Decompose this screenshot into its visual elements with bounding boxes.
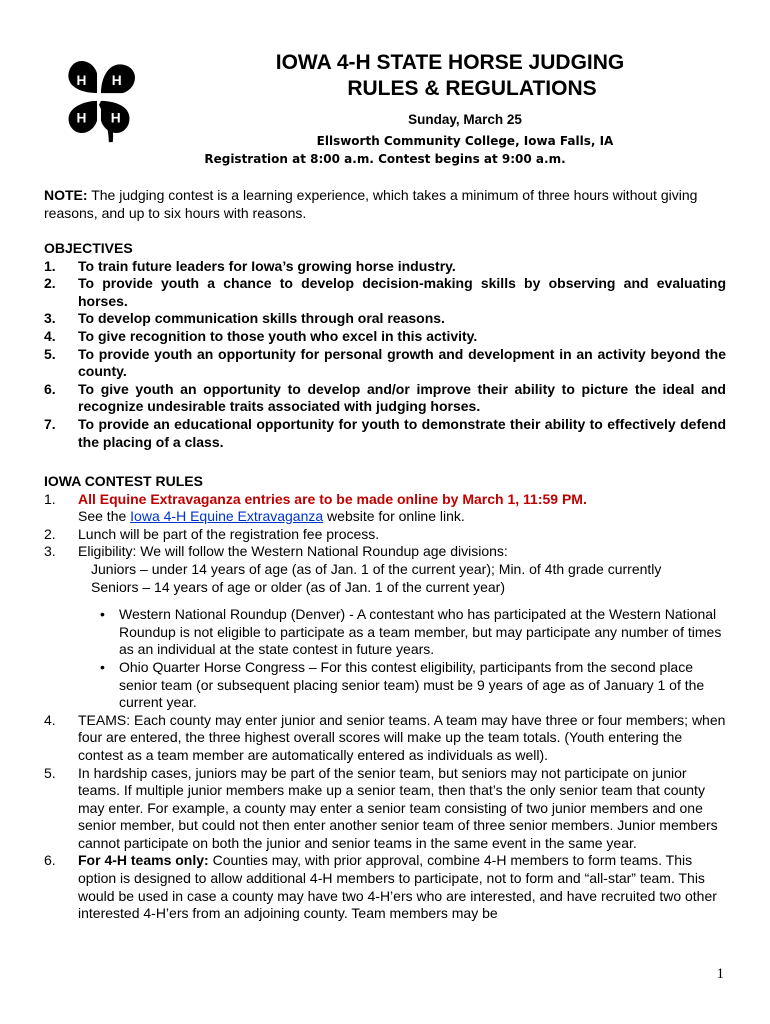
logo-letter-bl: H bbox=[76, 110, 87, 126]
objective-item bbox=[44, 258, 726, 276]
title-line-2: RULES & REGULATIONS bbox=[347, 77, 597, 100]
objective-text: To provide youth an opportunity for personal growth and development in an activity beyond the county. bbox=[78, 345, 726, 380]
rule-2 bbox=[44, 526, 726, 544]
objective-number: 4. bbox=[44, 327, 56, 344]
logo-letter-tr: H bbox=[111, 73, 122, 89]
objective-item bbox=[44, 275, 726, 310]
objective-number: 5. bbox=[44, 345, 56, 362]
note-text: The judging contest is a learning experience, which takes a minimum of three hours without giving reasons, and up to six hours with reasons. bbox=[44, 187, 698, 221]
4h-clover-logo bbox=[50, 48, 148, 146]
objective-number: 2. bbox=[44, 275, 56, 292]
objective-item bbox=[44, 416, 726, 451]
objective-number: 7. bbox=[44, 415, 56, 432]
rule-4 bbox=[44, 712, 726, 765]
page-number: 1 bbox=[716, 966, 724, 982]
note-label: NOTE: bbox=[44, 187, 88, 203]
objective-item bbox=[44, 381, 726, 416]
rule-number: 2. bbox=[44, 525, 56, 542]
objective-number: 1. bbox=[44, 257, 56, 274]
equine-extravaganza-link[interactable]: Iowa 4-H Equine Extravaganza bbox=[130, 508, 324, 525]
rule-number: 3. bbox=[44, 543, 56, 560]
bullet-dot-icon: • bbox=[100, 606, 105, 623]
rule-1-see: See the bbox=[78, 508, 131, 525]
objective-number: 3. bbox=[44, 310, 56, 327]
objectives-heading: OBJECTIVES bbox=[44, 240, 133, 256]
rule-3 bbox=[44, 543, 726, 561]
seniors-division: Seniors – 14 years of age or older (as of Jan. 1 of the current year) bbox=[91, 578, 505, 595]
bullet-dot-icon: • bbox=[100, 658, 105, 675]
bullet-ohio-quarter-horse-congress: • Ohio Quarter Horse Congress – For this contest eligibility, participants from the second place senior team (or subsequent placing senior team) must be 9 years of age as of January 1 of the current year. bbox=[100, 658, 705, 711]
rule-number: 5. bbox=[44, 764, 56, 781]
logo-letter-tl: H bbox=[76, 73, 87, 89]
bullet-western-national-roundup: • Western National Roundup (Denver) - A contestant who has participated at the Western National Roundup is not eligible to participate as a team member, but may participate any number of times as an individual at the state contest in future years. bbox=[100, 606, 722, 658]
objective-text: To give recognition to those youth who excel in this activity. bbox=[78, 327, 478, 344]
contest-date: Sunday, March 25 bbox=[408, 112, 522, 127]
juniors-division: Juniors – under 14 years of age (as of Jan. 1 of the current year); Min. of 4th grade currently bbox=[91, 560, 662, 577]
rule-3-text: Eligibility: We will follow the Western National Roundup age divisions: bbox=[78, 543, 508, 560]
note-paragraph bbox=[44, 187, 726, 222]
objective-item bbox=[44, 310, 726, 328]
objectives-section bbox=[44, 240, 726, 451]
rule-number: 4. bbox=[44, 711, 56, 728]
rule-6 bbox=[44, 852, 726, 922]
logo-letter-br: H bbox=[110, 110, 121, 126]
rule-1 bbox=[44, 491, 726, 526]
objectives-list bbox=[44, 258, 726, 452]
contest-location: Ellsworth Community College, Iowa Falls, IA bbox=[316, 134, 614, 148]
objective-text: To provide youth a chance to develop decision-making skills by observing and evaluating horses. bbox=[78, 275, 726, 309]
rules-heading: IOWA CONTEST RULES bbox=[44, 473, 203, 489]
objective-item bbox=[44, 346, 726, 381]
eligibility-bullets bbox=[44, 606, 726, 712]
objective-item bbox=[44, 328, 726, 346]
rule-6-text: Counties may, with prior approval, combine 4-H members to form teams. This option is designed to allow additional 4-H members to participate, not to form and “all-star” team. This would be used in case a county may have two 4-H’ers who are interested, and have recruited two other interested 4-H’ers from an adjoining county. Team members may be bbox=[78, 852, 717, 922]
rule-6-label: For 4-H teams only: bbox=[78, 852, 209, 869]
objective-text: To give youth an opportunity to develop and/or improve their ability to picture the ideal and recognize undesirable traits associated with judging horses. bbox=[78, 380, 726, 415]
rule-1-deadline: All Equine Extravaganza entries are to be made online by March 1, 11:59 PM. bbox=[78, 490, 587, 507]
objective-text: To develop communication skills through oral reasons. bbox=[78, 310, 445, 327]
rule-4-text: TEAMS: Each county may enter junior and senior teams. A team may have three or four members; when four are entered, the three highest overall scores will make up the team totals. (Youth entering the contest as a team member are automatically entered as individuals as well). bbox=[78, 711, 726, 763]
rule-5-text: In hardship cases, juniors may be part of the senior team, but seniors may not participate on junior teams. If multiple junior members make up a senior team, then that’s the only senior team that county may enter. For example, a county may enter a senior team consisting of two junior members and one senior member, but could not then enter another senior team of three senior members. Junior members cannot participate on both the junior and senior teams in the same event in the same year. bbox=[78, 764, 718, 851]
rule-2-text: Lunch will be part of the registration fee process. bbox=[78, 525, 380, 542]
rule-number: 6. bbox=[44, 852, 56, 869]
objective-text: To train future leaders for Iowa’s growing horse industry. bbox=[78, 257, 456, 274]
registration-time: Registration at 8:00 a.m. Contest begins at 9:00 a.m. bbox=[204, 152, 566, 166]
objective-text: To provide an educational opportunity for youth to demonstrate their ability to effectively defend the placing of a class. bbox=[78, 415, 726, 450]
title-line-1: IOWA 4-H STATE HORSE JUDGING bbox=[275, 51, 625, 74]
rule-5 bbox=[44, 765, 726, 853]
rule-1-after: website for online link. bbox=[323, 508, 465, 525]
objective-number: 6. bbox=[44, 380, 56, 397]
rule-number: 1. bbox=[44, 490, 56, 507]
contest-rules-section bbox=[44, 473, 726, 923]
